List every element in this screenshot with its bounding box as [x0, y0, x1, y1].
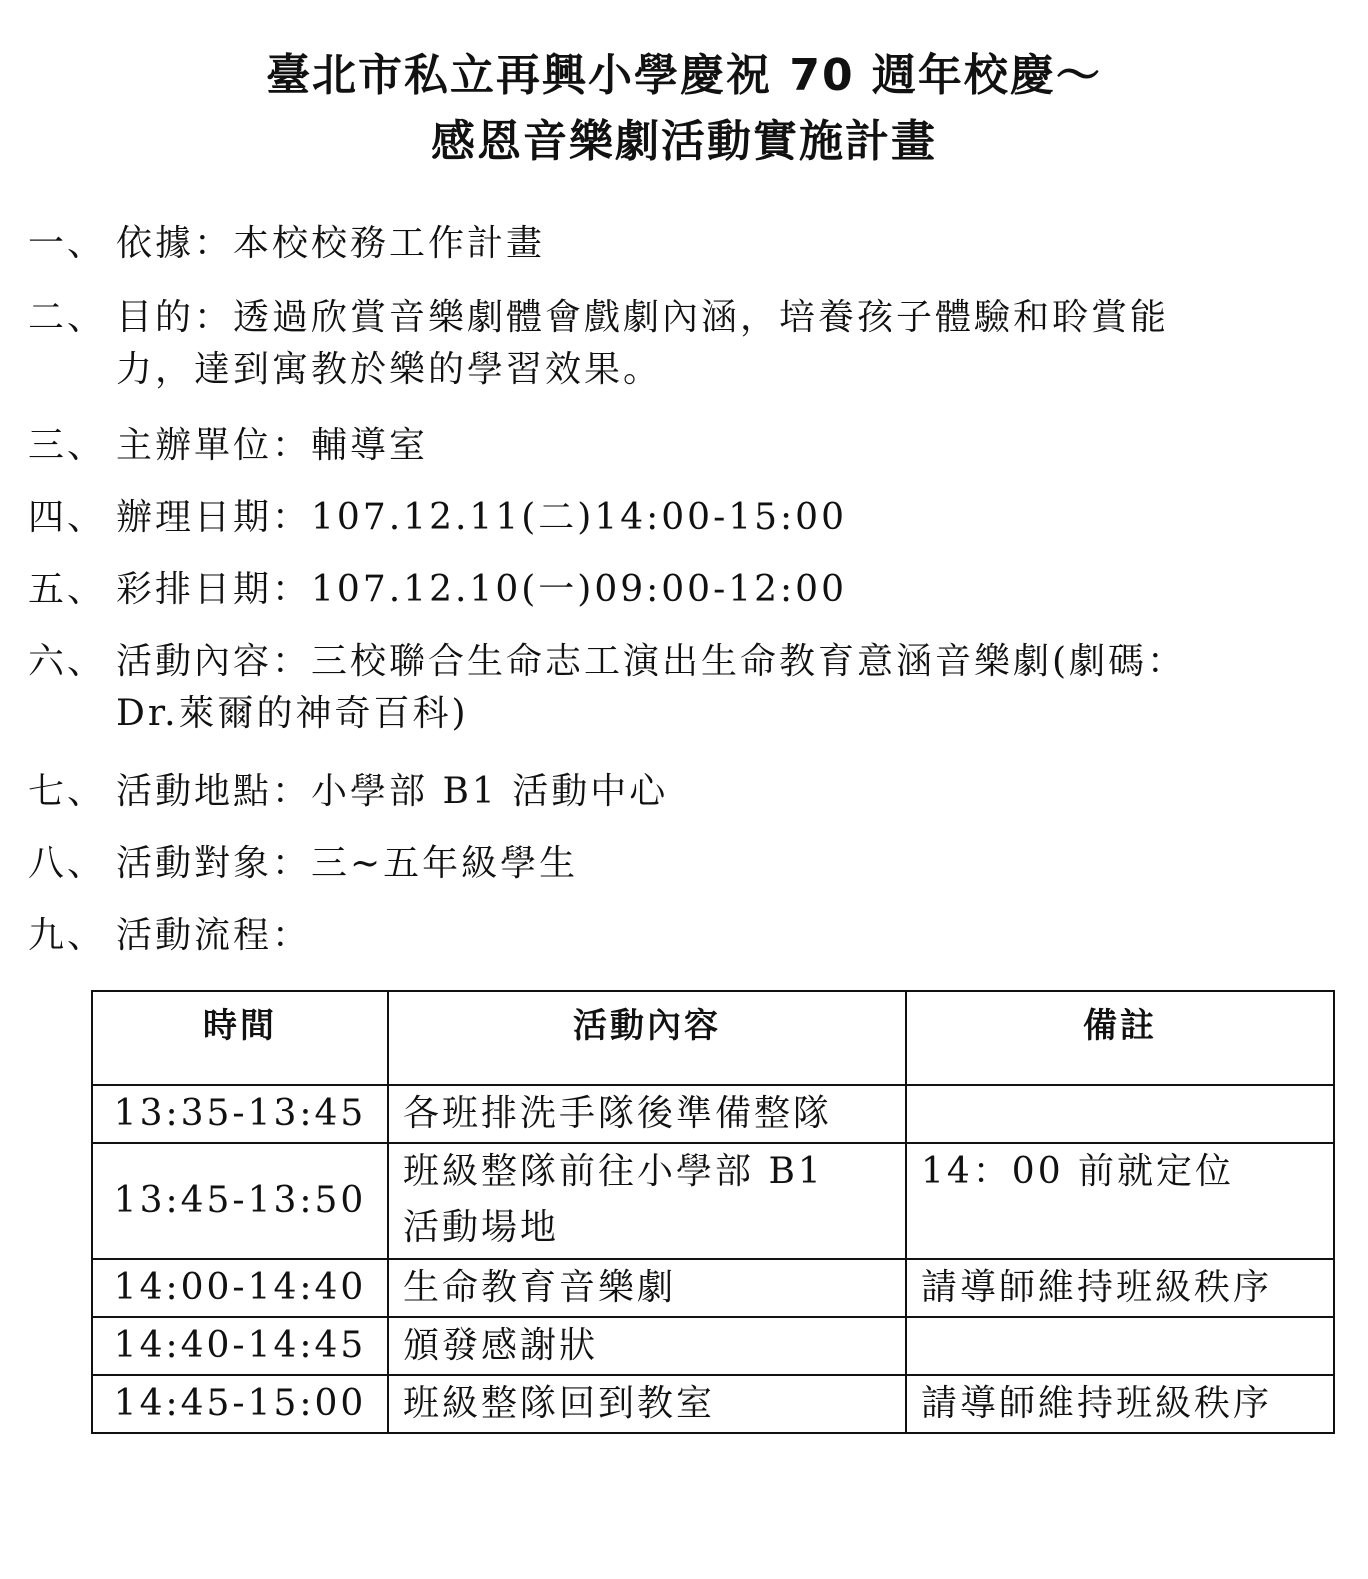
- section-value: 107.12.11(二)14:00-15:00: [311, 497, 847, 538]
- section-value: 輔導室: [311, 425, 429, 466]
- section-number: 一、: [28, 223, 107, 264]
- cell-activity-line-2: 活動場地: [403, 1207, 560, 1248]
- table-row: [92, 1259, 1334, 1317]
- section-number: 九、: [28, 915, 107, 956]
- section-label: 活動流程：: [116, 915, 312, 956]
- section-rehearsal-date: [28, 564, 1318, 616]
- section-purpose: [28, 292, 1318, 396]
- document-title-line-2: 感恩音樂劇活動實施計畫: [431, 116, 937, 167]
- section-value: 本校校務工作計畫: [233, 223, 546, 264]
- section-flow: [28, 910, 1318, 962]
- cell-activity: 生命教育音樂劇: [388, 1259, 906, 1317]
- section-label: 活動地點：: [116, 771, 312, 812]
- cell-note: 14：00 前就定位: [906, 1143, 1334, 1259]
- section-organizer: [28, 420, 1318, 472]
- section-number: 三、: [28, 425, 107, 466]
- section-label: 活動內容：: [116, 641, 312, 682]
- cell-note: [906, 1317, 1334, 1375]
- section-number: 七、: [28, 771, 107, 812]
- section-number: 四、: [28, 497, 107, 538]
- section-event-date: [28, 492, 1318, 544]
- section-value: 小學部 B1 活動中心: [311, 771, 669, 812]
- section-number: 六、: [28, 641, 107, 682]
- section-label: 主辦單位：: [116, 425, 312, 466]
- table-row: [92, 1375, 1334, 1433]
- section-label: 依據：: [116, 223, 234, 264]
- cell-activity: [388, 1143, 906, 1259]
- section-basis: [28, 218, 1318, 270]
- column-header-activity: 活動內容: [388, 991, 906, 1085]
- cell-time: 14:40-14:45: [92, 1317, 388, 1375]
- table-row: [92, 1085, 1334, 1143]
- section-value: 三校聯合生命志工演出生命教育意涵音樂劇(劇碼：: [311, 641, 1187, 682]
- section-value: 107.12.10(一)09:00-12:00: [311, 569, 847, 610]
- cell-activity: 各班排洗手隊後準備整隊: [388, 1085, 906, 1143]
- cell-time: 14:45-15:00: [92, 1375, 388, 1433]
- table-row: [92, 1317, 1334, 1375]
- section-number: 五、: [28, 569, 107, 610]
- table-row: [92, 1143, 1334, 1259]
- schedule-table: [91, 990, 1335, 1434]
- section-content: [28, 636, 1318, 740]
- section-label: 目的：: [116, 297, 234, 338]
- cell-activity-line-1: 班級整隊前往小學部 B1: [403, 1151, 824, 1192]
- cell-time: 13:45-13:50: [92, 1143, 388, 1259]
- section-number: 二、: [28, 297, 107, 338]
- cell-note: [906, 1085, 1334, 1143]
- section-label: 彩排日期：: [116, 569, 312, 610]
- section-value-continuation: 力，達到寓教於樂的學習效果。: [116, 349, 663, 390]
- column-header-note: 備註: [906, 991, 1334, 1085]
- cell-activity: 頒發感謝狀: [388, 1317, 906, 1375]
- section-number: 八、: [28, 843, 107, 884]
- section-value: 三~五年級學生: [311, 843, 579, 884]
- section-label: 活動對象：: [116, 843, 312, 884]
- cell-time: 13:35-13:45: [92, 1085, 388, 1143]
- document-title-line-1: 臺北市私立再興小學慶祝 70 週年校慶～: [266, 50, 1102, 101]
- section-value: 透過欣賞音樂劇體會戲劇內涵，培養孩子體驗和聆賞能: [233, 297, 1170, 338]
- section-location: [28, 766, 1318, 818]
- column-header-time: 時間: [92, 991, 388, 1085]
- section-value-continuation: Dr.萊爾的神奇百科): [116, 693, 469, 734]
- section-audience: [28, 838, 1318, 890]
- cell-note: 請導師維持班級秩序: [906, 1375, 1334, 1433]
- cell-note: 請導師維持班級秩序: [906, 1259, 1334, 1317]
- cell-activity: 班級整隊回到教室: [388, 1375, 906, 1433]
- cell-time: 14:00-14:40: [92, 1259, 388, 1317]
- table-header-row: [92, 991, 1334, 1085]
- section-label: 辦理日期：: [116, 497, 312, 538]
